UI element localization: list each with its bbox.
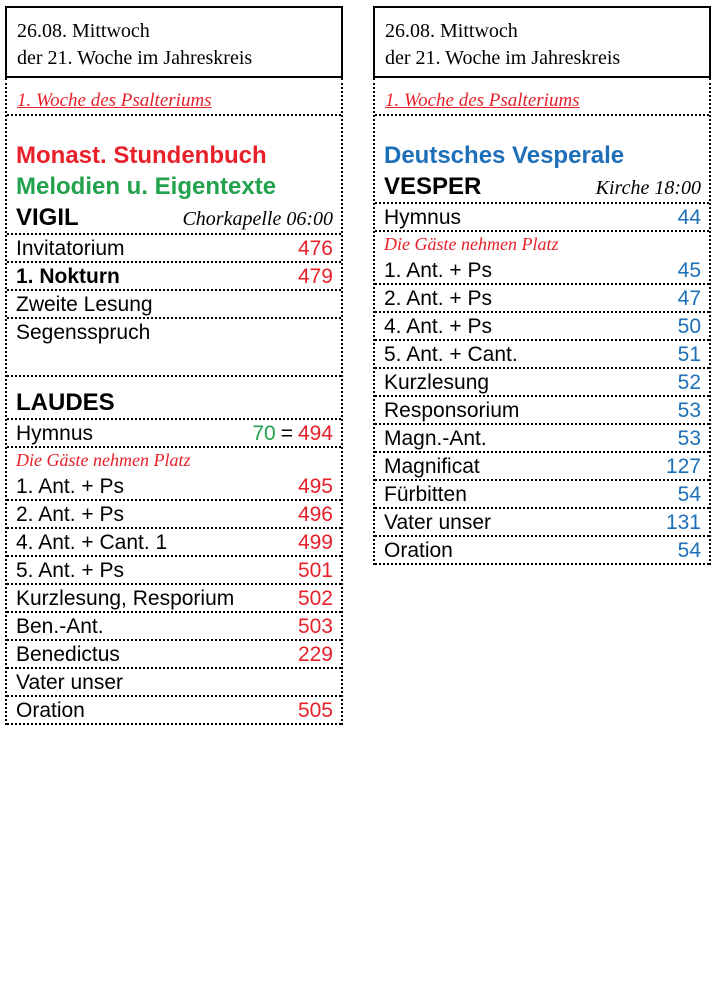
list-item bbox=[7, 669, 341, 697]
day-header bbox=[373, 6, 711, 78]
page-number: 44 bbox=[677, 206, 701, 229]
item-label: Invitatorium bbox=[16, 237, 125, 260]
item-label: Vater unser bbox=[384, 511, 491, 534]
list-item bbox=[7, 420, 341, 448]
page-number: 47 bbox=[677, 287, 701, 310]
item-label: 5. Ant. + Cant. bbox=[384, 343, 518, 366]
section-title: LAUDES bbox=[16, 389, 115, 416]
list-item bbox=[7, 235, 341, 263]
page-number: 496 bbox=[297, 503, 333, 526]
hymnus-pages bbox=[252, 420, 333, 448]
spacer bbox=[7, 347, 341, 377]
vesper-section-header bbox=[375, 171, 709, 204]
page-number: 127 bbox=[665, 455, 701, 478]
list-item bbox=[375, 369, 709, 397]
list-item bbox=[375, 481, 709, 509]
list-item bbox=[375, 453, 709, 481]
list-item bbox=[375, 285, 709, 313]
laudes-schedule-column bbox=[5, 6, 343, 725]
day-header bbox=[5, 6, 343, 78]
item-label: Segensspruch bbox=[16, 321, 151, 344]
item-label: Oration bbox=[16, 699, 85, 722]
page-number: 495 bbox=[297, 475, 333, 498]
page-number: 476 bbox=[297, 237, 333, 260]
section-title: VIGIL bbox=[16, 204, 79, 231]
item-label: Magn.-Ant. bbox=[384, 427, 487, 450]
section-location-time: Chorkapelle 06:00 bbox=[182, 208, 333, 230]
item-label: Oration bbox=[384, 539, 453, 562]
page-number: 229 bbox=[297, 643, 333, 666]
list-item bbox=[375, 313, 709, 341]
item-label: 2. Ant. + Ps bbox=[384, 287, 492, 310]
item-label: 5. Ant. + Ps bbox=[16, 559, 124, 582]
list-item bbox=[7, 529, 341, 557]
section-title: VESPER bbox=[384, 173, 482, 200]
item-label: Kurzlesung bbox=[384, 371, 490, 394]
item-label: 4. Ant. + Cant. 1 bbox=[16, 531, 168, 554]
page-number: 52 bbox=[677, 371, 701, 394]
list-item bbox=[7, 263, 341, 291]
psalter-week: 1. Woche des Psalteriums bbox=[7, 78, 341, 116]
page-number-alt: 70 bbox=[252, 422, 276, 445]
list-item bbox=[7, 697, 341, 725]
vigil-section-header bbox=[7, 202, 341, 235]
list-item bbox=[375, 397, 709, 425]
spacer bbox=[7, 377, 341, 387]
page-number: 494 bbox=[297, 422, 333, 445]
list-item bbox=[7, 613, 341, 641]
item-label: Vater unser bbox=[16, 671, 123, 694]
list-item bbox=[375, 425, 709, 453]
item-label: Benedictus bbox=[16, 643, 120, 666]
page-number: 54 bbox=[677, 539, 701, 562]
list-item bbox=[7, 641, 341, 669]
list-item bbox=[7, 557, 341, 585]
item-label: 1. Ant. + Ps bbox=[16, 475, 124, 498]
page-number: 53 bbox=[677, 427, 701, 450]
list-item bbox=[375, 204, 709, 232]
item-label: Hymnus bbox=[384, 206, 462, 229]
item-label: Zweite Lesung bbox=[16, 293, 153, 316]
item-label: Kurzlesung, Resporium bbox=[16, 587, 235, 610]
item-label: 4. Ant. + Ps bbox=[384, 315, 492, 338]
guest-note: Die Gäste nehmen Platz bbox=[16, 450, 191, 470]
date-line: 26.08. Mittwoch bbox=[17, 20, 150, 42]
psalter-week: 1. Woche des Psalteriums bbox=[375, 78, 709, 116]
laudes-section-header bbox=[7, 387, 341, 420]
item-label: Ben.-Ant. bbox=[16, 615, 104, 638]
book-title: Monast. Stundenbuch bbox=[16, 142, 267, 169]
page-number: 505 bbox=[297, 699, 333, 722]
item-label: 1. Ant. + Ps bbox=[384, 259, 492, 282]
list-item bbox=[7, 291, 341, 319]
page-number: 501 bbox=[297, 559, 333, 582]
vesper-schedule-column bbox=[373, 6, 711, 565]
list-item bbox=[7, 585, 341, 613]
page-number: 503 bbox=[297, 615, 333, 638]
equals-sign: = bbox=[280, 422, 293, 445]
schedule-body bbox=[373, 78, 711, 565]
list-item bbox=[7, 319, 341, 347]
list-item bbox=[375, 509, 709, 537]
list-item bbox=[375, 341, 709, 369]
page-number: 131 bbox=[665, 511, 701, 534]
item-label: Magnificat bbox=[384, 455, 480, 478]
schedule-body bbox=[5, 78, 343, 725]
item-label: Fürbitten bbox=[384, 483, 467, 506]
page-number: 51 bbox=[677, 343, 701, 366]
list-item bbox=[375, 537, 709, 565]
liturgical-week-line: der 21. Woche im Jahreskreis bbox=[17, 47, 253, 69]
item-label: Responsorium bbox=[384, 399, 520, 422]
page-number: 45 bbox=[677, 259, 701, 282]
list-item bbox=[375, 257, 709, 285]
page-number: 50 bbox=[677, 315, 701, 338]
item-label: 1. Nokturn bbox=[16, 265, 120, 288]
list-item bbox=[7, 501, 341, 529]
page-number: 53 bbox=[677, 399, 701, 422]
page-number: 54 bbox=[677, 483, 701, 506]
item-label: Hymnus bbox=[16, 422, 94, 445]
list-item bbox=[7, 473, 341, 501]
liturgical-week-line: der 21. Woche im Jahreskreis bbox=[385, 47, 621, 69]
page-number: 502 bbox=[297, 587, 333, 610]
guest-note: Die Gäste nehmen Platz bbox=[384, 234, 559, 254]
section-location-time: Kirche 18:00 bbox=[595, 177, 701, 199]
book-title: Deutsches Vesperale bbox=[384, 142, 625, 169]
book-subtitle: Melodien u. Eigentexte bbox=[16, 173, 277, 200]
date-line: 26.08. Mittwoch bbox=[385, 20, 518, 42]
item-label: 2. Ant. + Ps bbox=[16, 503, 124, 526]
page-number: 479 bbox=[297, 265, 333, 288]
page-number: 499 bbox=[297, 531, 333, 554]
